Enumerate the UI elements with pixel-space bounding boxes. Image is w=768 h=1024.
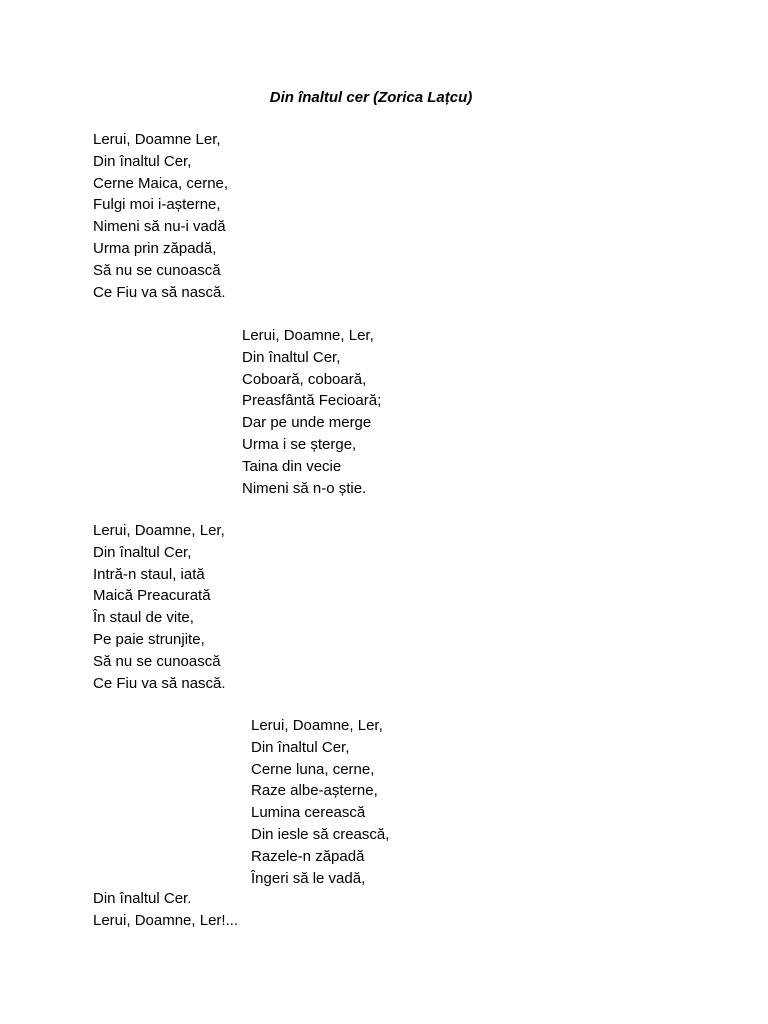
stanza-2 — [242, 325, 381, 499]
poem-line: Să nu se cunoască — [93, 261, 221, 279]
poem-line: Nimeni să n-o știe. — [242, 479, 367, 497]
poem-line: Cerne luna, cerne, — [251, 760, 375, 778]
poem-line: Cerne Maica, cerne, — [93, 174, 229, 192]
poem-line: Ce Fiu va să nască. — [93, 283, 226, 301]
poem-line: Din înaltul Cer. — [93, 890, 192, 907]
poem-line: Lerui, Doamne, Ler, — [242, 327, 374, 344]
stanza-5 — [93, 888, 238, 932]
poem-line: Lerui, Doamne, Ler!... — [93, 911, 239, 929]
poem-line: Pe paie strunjite, — [93, 630, 205, 648]
poem-line: Coboară, coboară, — [242, 370, 367, 388]
poem-line: Lerui, Doamne Ler, — [93, 131, 221, 148]
poem-line: Preasfântă Fecioară; — [242, 392, 382, 410]
poem-line: Din înaltul Cer, — [251, 738, 350, 756]
poem-line: Raze albe-așterne, — [251, 782, 378, 800]
stanza-1 — [93, 129, 228, 303]
poem-line: Razele-n zăpadă — [251, 847, 365, 865]
poem-line: Urma prin zăpadă, — [93, 239, 217, 257]
poem-line: Ce Fiu va să nască. — [93, 674, 226, 692]
poem-line: Taina din vecie — [242, 457, 342, 475]
poem-line: Nimeni să nu-i vadă — [93, 218, 226, 236]
poem-title: Din înaltul cer (Zorica Lațcu) — [269, 89, 473, 106]
poem-line: Lumina cerească — [251, 804, 366, 822]
poem-line: Din iesle să crească, — [251, 825, 390, 843]
poem-line: Să nu se cunoască — [93, 652, 221, 670]
stanza-3 — [93, 520, 226, 694]
poem-line: Intră-n staul, iată — [93, 565, 205, 583]
poem-line: Lerui, Doamne, Ler, — [251, 717, 383, 734]
poem-line: Dar pe unde merge — [242, 414, 372, 432]
stanza-4 — [251, 715, 389, 889]
poem-line: Maică Preacurată — [93, 587, 211, 605]
poem-line: În staul de vite, — [93, 609, 194, 627]
poem-line: Urma i se șterge, — [242, 435, 357, 453]
poem-line: Din înaltul Cer, — [93, 543, 192, 561]
poem-line: Îngeri să le vadă, — [251, 869, 366, 887]
poem-line: Fulgi moi i-așterne, — [93, 196, 221, 214]
poem-line: Din înaltul Cer, — [242, 348, 341, 366]
poem-line: Din înaltul Cer, — [93, 152, 192, 170]
poem-line: Lerui, Doamne, Ler, — [93, 522, 225, 539]
